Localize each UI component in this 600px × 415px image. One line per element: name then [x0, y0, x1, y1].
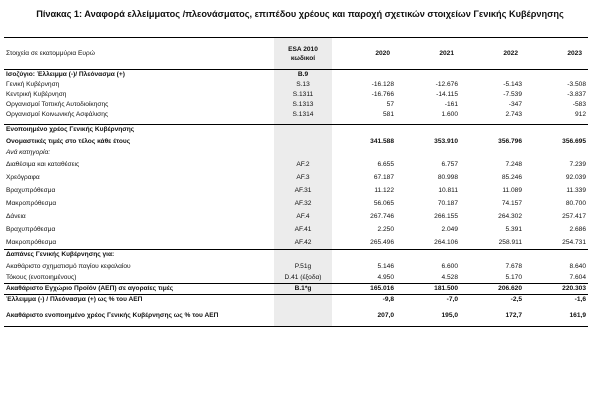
row-value-2021: 353.910 — [434, 138, 458, 145]
row-value-2022 — [460, 148, 524, 158]
table-row — [4, 110, 588, 120]
header-code-line1: ESA 2010 — [288, 45, 318, 53]
row-value-2020 — [332, 148, 396, 158]
row-code: AF.42 — [274, 236, 332, 250]
row-value-2022: 74.157 — [501, 200, 522, 207]
row-value-2020: -16.766 — [371, 91, 394, 98]
row-value-2022 — [460, 322, 524, 327]
row-value-2021: -7,0 — [396, 295, 460, 306]
row-label: Τόκους (ενοποιημένους) — [6, 274, 77, 281]
table-row — [4, 171, 588, 184]
row-label: Ονομαστικές τιμές στο τέλος κάθε έτους — [6, 138, 131, 145]
header-code-line2: κωδικοί — [290, 54, 316, 62]
row-value-2023: 80.700 — [565, 200, 586, 207]
row-value-2023: 161,9 — [569, 312, 586, 319]
row-value-2021 — [396, 250, 460, 261]
row-value-2020: 56.065 — [373, 200, 394, 207]
row-label: Δαπάνες Γενικής Κυβέρνησης για: — [4, 250, 274, 261]
row-code — [274, 309, 332, 322]
row-value-2023 — [524, 125, 588, 136]
row-value-2023: -1,6 — [524, 295, 588, 306]
row-value-2023: -3.508 — [567, 81, 586, 88]
row-value-2022: 5.391 — [505, 226, 522, 233]
row-label: Μακροπρόθεσμα — [6, 239, 57, 246]
table-row — [4, 210, 588, 223]
table-row — [4, 184, 588, 197]
table-row — [4, 309, 588, 322]
row-label: Ανά κατηγορία: — [6, 149, 51, 156]
row-value-2022: 172,7 — [505, 312, 522, 319]
row-code: S.1314 — [274, 110, 332, 120]
row-code — [274, 322, 332, 327]
row-label: Ακαθάριστο ενοποιημένο χρέος Γενικής Κυβέρνησης ως % του ΑΕΠ — [6, 312, 219, 319]
row-value-2022: -7.539 — [503, 91, 522, 98]
row-code: AF.31 — [274, 184, 332, 197]
row-value-2020: 267.746 — [370, 213, 394, 220]
table-row — [4, 70, 588, 81]
header-code — [274, 38, 332, 70]
row-value-2021 — [396, 148, 460, 158]
row-value-2021: 10.811 — [438, 187, 458, 194]
row-value-2023: 11.339 — [566, 187, 586, 194]
row-value-2023: 356.695 — [562, 138, 586, 145]
row-code: AF.41 — [274, 223, 332, 236]
row-label: Γενική Κυβέρνηση — [6, 81, 60, 88]
row-value-2023 — [524, 322, 588, 327]
row-value-2021: 195,0 — [441, 312, 458, 319]
row-code — [274, 125, 332, 136]
header-year-2023: 2023 — [524, 38, 588, 70]
table-row — [4, 260, 588, 273]
row-value-2021: 264.106 — [434, 239, 458, 246]
row-value-2020: 67.187 — [373, 174, 394, 181]
table-row — [4, 295, 588, 306]
row-value-2021: 4.528 — [441, 274, 458, 281]
table-row — [4, 100, 588, 110]
row-label: Ενοποιημένο χρέος Γενικής Κυβέρνησης — [4, 125, 274, 136]
row-value-2022 — [460, 125, 524, 136]
row-value-2023 — [524, 250, 588, 261]
row-label: Κεντρική Κυβέρνηση — [6, 91, 67, 98]
row-code: S.1311 — [274, 90, 332, 100]
row-value-2022: 5.170 — [505, 274, 522, 281]
row-value-2023: 8.640 — [569, 263, 586, 270]
row-value-2022: 356.796 — [498, 138, 522, 145]
row-value-2020: 2.250 — [377, 226, 394, 233]
table-row — [4, 250, 588, 261]
row-label: Ισοζύγιο: Έλλειμμα (-)/ Πλεόνασμα (+) — [4, 70, 274, 81]
table-row — [4, 273, 588, 284]
row-value-2020: 165.016 — [332, 284, 396, 295]
row-value-2021: 181.500 — [396, 284, 460, 295]
table-title: Πίνακας 1: Αναφορά ελλείμματος /πλεονάσματος, επιπέδου χρέους και παροχή σχετικών στοιχείων Γενικής Κυβέρνησης — [36, 9, 564, 19]
table-row — [4, 284, 588, 295]
row-label: Έλλειμμα (-) / Πλεόνασμα (+) ως % του ΑΕΠ — [4, 295, 274, 306]
row-code — [274, 295, 332, 306]
row-value-2020 — [332, 250, 396, 261]
row-value-2023 — [524, 70, 588, 81]
row-value-2020: 57 — [386, 101, 394, 108]
row-value-2020: 265.496 — [370, 239, 394, 246]
row-value-2020: 207,0 — [377, 312, 394, 319]
row-label: Οργανισμοί Τοπικής Αυτοδιοίκησης — [6, 101, 109, 108]
row-value-2021 — [396, 322, 460, 327]
row-code: AF.32 — [274, 197, 332, 210]
table-row — [4, 80, 588, 90]
row-value-2023 — [524, 148, 588, 158]
row-code — [274, 148, 332, 158]
table-row — [4, 148, 588, 158]
row-code: B.9 — [274, 70, 332, 81]
table-row — [4, 236, 588, 250]
row-value-2022: 11.089 — [502, 187, 522, 194]
row-value-2022: 85.246 — [501, 174, 522, 181]
row-value-2021: -12.676 — [435, 81, 458, 88]
header-label: Στοιχεία σε εκατομμύρια Ευρώ — [4, 38, 274, 70]
row-value-2020: 5.146 — [377, 263, 394, 270]
row-code: AF.4 — [274, 210, 332, 223]
row-value-2021: 2.049 — [441, 226, 458, 233]
row-value-2023: 7.604 — [569, 274, 586, 281]
row-value-2021: 1.600 — [441, 111, 458, 118]
table-row — [4, 197, 588, 210]
row-value-2021: 70.187 — [437, 200, 458, 207]
row-label: Ακαθάριστο σχηματισμό παγίου κεφαλαίου — [6, 263, 131, 270]
row-label: Ακαθάριστο Εγχώριο Προϊόν (ΑΕΠ) σε αγοραίες τιμές — [4, 284, 274, 295]
fiscal-table — [4, 37, 588, 327]
row-value-2023: -583 — [572, 101, 586, 108]
row-value-2021: -161 — [444, 101, 458, 108]
row-label: Χρεόγραφα — [6, 174, 40, 181]
row-value-2020: -9,8 — [332, 295, 396, 306]
row-value-2020: 11.122 — [374, 187, 394, 194]
header-year-2021: 2021 — [396, 38, 460, 70]
row-value-2020 — [332, 70, 396, 81]
row-value-2023: 2.686 — [569, 226, 586, 233]
row-value-2022: -2,5 — [460, 295, 524, 306]
row-value-2021 — [396, 70, 460, 81]
row-value-2023: 92.039 — [565, 174, 586, 181]
row-code: D.41 (έξοδα) — [274, 273, 332, 284]
row-code: S.13 — [274, 80, 332, 90]
row-code — [274, 135, 332, 148]
row-value-2020: 581 — [382, 111, 394, 118]
row-value-2023: 912 — [574, 111, 586, 118]
table-row — [4, 322, 588, 327]
row-value-2023: 254.731 — [562, 239, 586, 246]
row-label: Οργανισμοί Κοινωνικής Ασφάλισης — [6, 111, 109, 118]
row-value-2022 — [460, 70, 524, 81]
row-value-2022: 264.302 — [498, 213, 522, 220]
table-row — [4, 223, 588, 236]
row-code: AF.3 — [274, 171, 332, 184]
row-value-2022: 258.911 — [498, 239, 522, 246]
row-value-2022: 7.248 — [505, 161, 522, 168]
table-row — [4, 90, 588, 100]
table-body — [4, 70, 588, 327]
row-value-2021: 266.155 — [434, 213, 458, 220]
row-value-2023: 257.417 — [562, 213, 586, 220]
row-label: Δάνεια — [6, 213, 26, 220]
row-code: P.51g — [274, 260, 332, 273]
row-label: Μακροπρόθεσμα — [6, 200, 57, 207]
row-value-2020: 4.950 — [377, 274, 394, 281]
table-row — [4, 125, 588, 136]
row-value-2020: 341.588 — [370, 138, 394, 145]
row-value-2020 — [332, 322, 396, 327]
row-label — [4, 322, 274, 327]
row-code — [274, 250, 332, 261]
row-value-2021: 6.600 — [441, 263, 458, 270]
row-code: S.1313 — [274, 100, 332, 110]
row-value-2022 — [460, 250, 524, 261]
header-year-2022: 2022 — [460, 38, 524, 70]
row-value-2022: -347 — [508, 101, 522, 108]
row-code: AF.2 — [274, 158, 332, 171]
row-value-2023: 220.303 — [524, 284, 588, 295]
row-code: B.1*g — [274, 284, 332, 295]
row-value-2023: 7.239 — [569, 161, 586, 168]
table-row — [4, 158, 588, 171]
table-row — [4, 135, 588, 148]
row-value-2021: 6.757 — [441, 161, 458, 168]
row-label: Βραχυπρόθεσμα — [6, 187, 56, 194]
row-value-2022: 2.743 — [505, 111, 522, 118]
row-label: Διαθέσιμα και καταθέσεις — [6, 161, 80, 168]
row-value-2021: 80.998 — [437, 174, 458, 181]
row-value-2020: -16.128 — [371, 81, 394, 88]
header-year-2020: 2020 — [332, 38, 396, 70]
row-value-2022: 206.620 — [460, 284, 524, 295]
table-header-row — [4, 38, 588, 70]
row-value-2021: -14.115 — [436, 91, 458, 98]
row-value-2020: 6.655 — [377, 161, 394, 168]
row-label: Βραχυπρόθεσμα — [6, 226, 56, 233]
row-value-2021 — [396, 125, 460, 136]
row-value-2023: -3.837 — [567, 91, 586, 98]
row-value-2022: -5.143 — [503, 81, 522, 88]
row-value-2020 — [332, 125, 396, 136]
row-value-2022: 7.678 — [505, 263, 522, 270]
